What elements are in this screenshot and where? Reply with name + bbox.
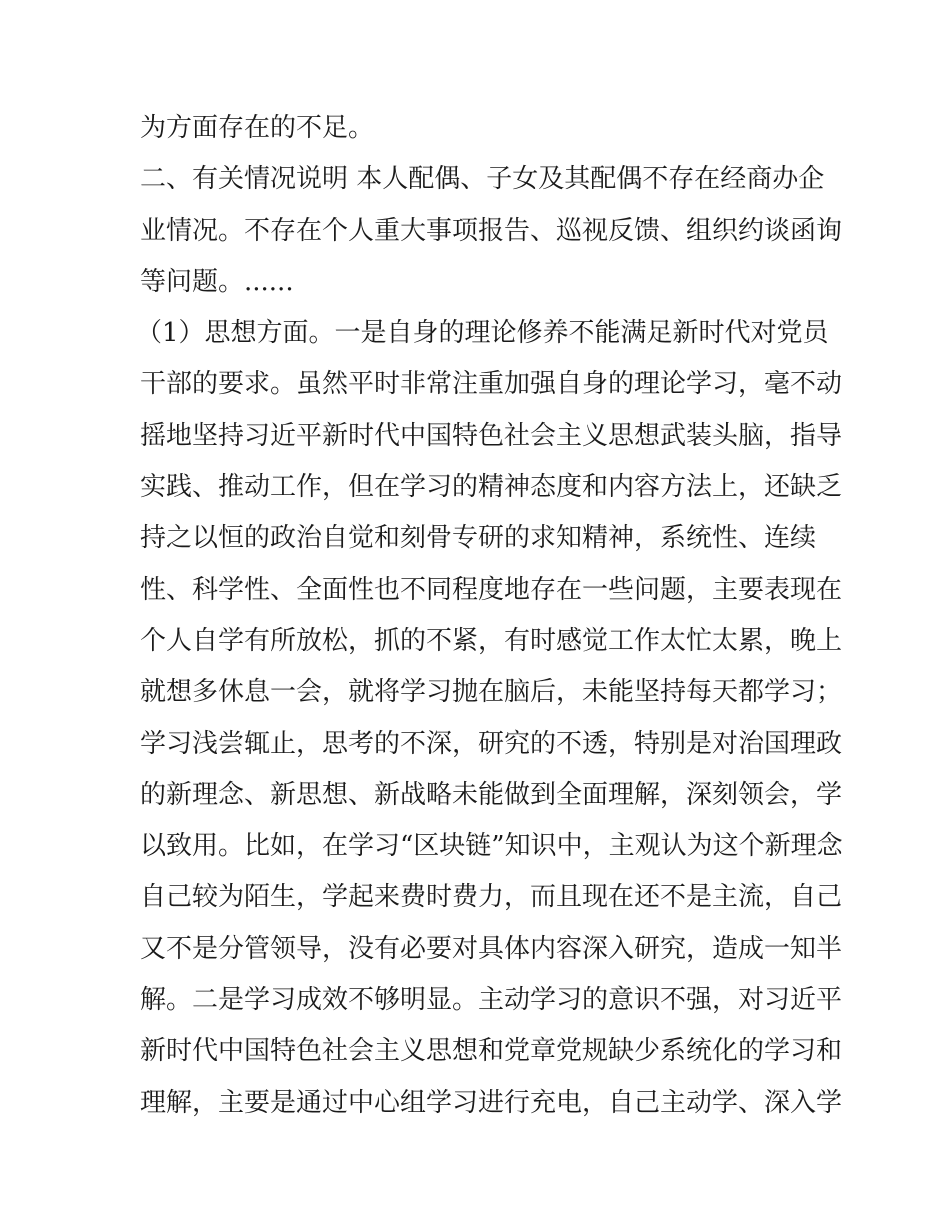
text-line: 干部的要求。虽然平时非常注重加强自身的理论学习，毫不动: [140, 369, 843, 400]
text-line: 学习浅尝辄止，思考的不深，研究的不透，特别是对治国理政: [140, 728, 843, 759]
text-line: 就想多休息一会，就将学习抛在脑后，未能坚持每天都学习；: [140, 677, 843, 708]
text-line: 持之以恒的政治自觉和刻骨专研的求知精神，系统性、连续: [140, 523, 817, 554]
text-line: （1）思想方面。一是自身的理论修养不能满足新时代对党员: [136, 318, 829, 349]
text-line: 等问题。......: [140, 266, 294, 297]
text-line: 实践、推动工作，但在学习的精神态度和内容方法上，还缺乏: [140, 472, 843, 503]
text-line: 新时代中国特色社会主义思想和党章党规缺少系统化的学习和: [140, 1036, 843, 1067]
text-line: 解。二是学习成效不够明显。主动学习的意识不强，对习近平: [140, 985, 843, 1016]
text-line: 二、有关情况说明 本人配偶、子女及其配偶不存在经商办企: [140, 164, 825, 195]
text-line: 又不是分管领导，没有必要对具体内容深入研究，造成一知半: [140, 933, 843, 964]
text-line: 理解，主要是通过中心组学习进行充电，自己主动学、深入学: [140, 1087, 843, 1118]
text-line: 个人自学有所放松，抓的不紧，有时感觉工作太忙太累，晚上: [140, 625, 843, 656]
text-line: 自己较为陌生，学起来费时费力，而且现在还不是主流，自己: [140, 882, 843, 913]
text-line: 的新理念、新思想、新战略未能做到全面理解，深刻领会，学: [140, 779, 843, 810]
body-text: [136, 103, 843, 1129]
text-line: 为方面存在的不足。: [140, 113, 375, 143]
text-line: 以致用。比如，在学习“区块链”知识中，主观认为这个新理念: [140, 831, 843, 862]
text-line: 性、科学性、全面性也不同程度地存在一些问题，主要表现在: [140, 574, 843, 605]
text-line: 业情况。不存在个人重大事项报告、巡视反馈、组织约谈函询: [140, 215, 843, 246]
text-line: 摇地坚持习近平新时代中国特色社会主义思想武装头脑，指导: [140, 420, 843, 451]
